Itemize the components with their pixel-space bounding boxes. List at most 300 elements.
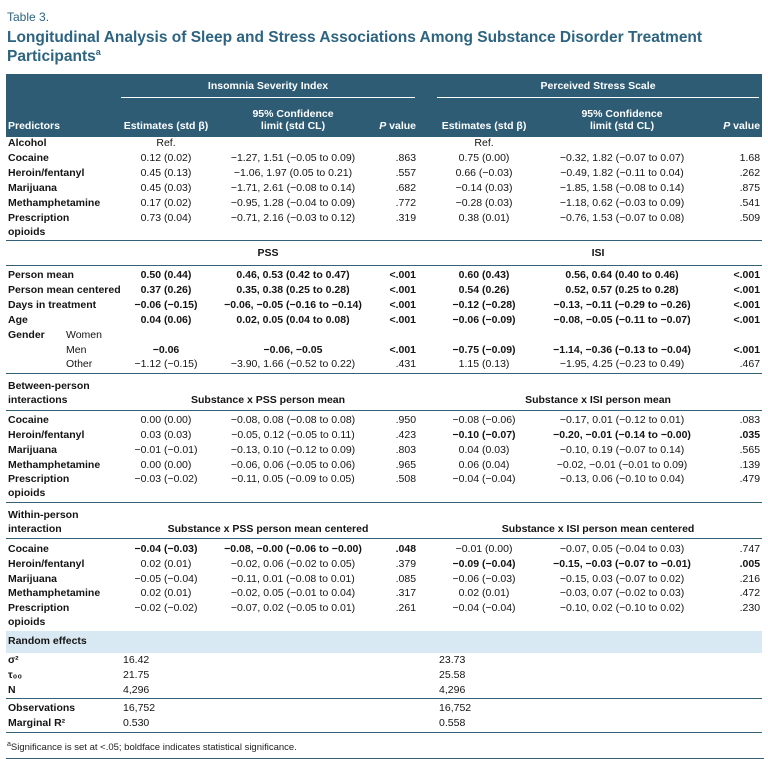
isi-estimate-cell <box>118 328 214 343</box>
pss-ci-cell: −0.10, 0.19 (−0.07 to 0.14) <box>559 443 685 456</box>
pss-ci-header-line1: 95% Confidence <box>581 107 663 120</box>
column-gap <box>418 572 434 587</box>
predictor-label: Prescription opioids <box>8 602 70 629</box>
pss-ci-cell: −1.14, −0.36 (−0.13 to −0.04) <box>553 343 691 356</box>
column-gap <box>418 137 434 152</box>
table-row <box>6 269 762 284</box>
isi-pvalue-cell: .085 <box>395 572 417 585</box>
table-row <box>6 542 762 557</box>
summary-right-value: 4,296 <box>439 683 466 696</box>
table-header <box>6 74 762 137</box>
pss-estimates-header: Estimates (std β) <box>434 98 534 137</box>
pss-ci-cell: −0.20, −0.01 (−0.14 to −0.00) <box>553 428 691 441</box>
predictor-label: Days in treatment <box>8 299 97 311</box>
isi-estimate-cell: 0.45 (0.03) <box>140 181 192 194</box>
table-row <box>6 152 762 167</box>
isi-pvalue-cell: .965 <box>395 458 417 471</box>
table-row <box>6 137 762 152</box>
summary-row <box>6 683 762 698</box>
isi-estimate-cell: 0.02 (0.01) <box>140 557 192 570</box>
column-gap <box>418 313 434 328</box>
summary-right-value: 25.58 <box>439 668 466 681</box>
summary-right-value: 0.558 <box>439 717 466 730</box>
pss-ci-cell: −0.15, −0.03 (−0.07 to −0.01) <box>553 557 691 570</box>
pss-pvalue-cell: .747 <box>739 542 761 555</box>
predictor-cell <box>6 358 118 373</box>
pss-estimate-cell: −0.14 (0.03) <box>455 181 513 194</box>
predictor-label: Marijuana <box>8 572 58 585</box>
column-gap <box>418 328 434 343</box>
isi-pvalue-cell: .863 <box>395 152 417 165</box>
table-row <box>6 181 762 196</box>
predictor-label: Heroin/fentanyl <box>8 167 85 180</box>
column-gap <box>418 299 434 314</box>
column-gap <box>418 428 434 443</box>
footnote-text: Significance is set at <.05; boldface indicates statistical significance. <box>10 741 297 753</box>
column-gap <box>418 542 434 557</box>
isi-ci-cell: −0.11, 0.05 (−0.09 to 0.05) <box>231 473 355 486</box>
isi-pvalue-cell: .803 <box>395 443 417 456</box>
pss-ci-cell: −1.95, 4.25 (−0.23 to 0.49) <box>559 358 685 371</box>
pss-estimate-cell: 0.06 (0.04) <box>458 458 510 471</box>
isi-pvalue-rest: value <box>386 119 417 132</box>
pss-pvalue-cell: <.001 <box>733 313 761 326</box>
pss-estimate-cell: −0.08 (−0.06) <box>452 414 516 427</box>
pss-ci-cell: −0.17, 0.01 (−0.12 to 0.01) <box>559 414 685 427</box>
predictor-cell <box>6 313 118 328</box>
isi-pvalue-cell: .261 <box>395 602 417 615</box>
isi-ci-cell: −0.06, −0.05 <box>263 343 323 356</box>
predictor-cell <box>6 328 118 343</box>
isi-pvalue-cell: <.001 <box>389 299 417 311</box>
isi-estimates-header: Estimates (std β) <box>118 98 214 137</box>
predictor-cell <box>6 181 118 196</box>
pss-pvalue-cell: 1.68 <box>739 152 761 165</box>
pss-ci-cell: −1.18, 0.62 (−0.03 to 0.09) <box>559 196 685 209</box>
summary-gap <box>418 717 434 732</box>
isi-ci-cell <box>214 328 372 343</box>
pss-ci-cell: −0.03, 0.07 (−0.02 to 0.03) <box>559 587 685 600</box>
pss-pvalue-cell: .230 <box>739 602 761 615</box>
table-row <box>6 313 762 328</box>
pss-estimate-cell: 0.04 (0.03) <box>458 443 510 456</box>
isi-pvalue-cell: .557 <box>395 167 417 180</box>
pss-estimate-cell <box>434 328 534 343</box>
table-row <box>6 602 762 631</box>
predictor-cell <box>6 299 118 314</box>
group-header-pss-label: Perceived Stress Scale <box>437 80 759 98</box>
pss-ci-header <box>534 98 710 137</box>
isi-estimate-cell: 0.45 (0.13) <box>140 167 192 180</box>
table-number-label: Table 3. <box>7 10 50 24</box>
predictor-sublabel: Men <box>66 343 87 356</box>
summary-gap <box>418 683 434 698</box>
isi-estimate-cell: 0.37 (0.26) <box>140 284 192 297</box>
section-label: Within-person interaction <box>8 508 79 535</box>
group-header-spacer <box>6 74 118 98</box>
column-gap <box>418 557 434 572</box>
pss-pvalue-cell: <.001 <box>733 284 761 297</box>
pss-ci-cell: −0.07, 0.05 (−0.04 to 0.03) <box>559 542 685 555</box>
pss-ci-cell: −0.76, 1.53 (−0.07 to 0.08) <box>559 211 685 224</box>
table-footnote <box>6 736 764 759</box>
pss-pvalue-cell: .479 <box>739 473 761 486</box>
isi-estimate-cell: 0.02 (0.01) <box>140 587 192 600</box>
pss-pvalue-cell: <.001 <box>733 269 761 282</box>
pss-pvalue-cell: .509 <box>739 211 761 224</box>
predictor-cell <box>6 343 118 358</box>
summary-gap <box>418 702 434 717</box>
isi-pvalue-cell <box>372 328 418 343</box>
isi-ci-cell: −0.06, 0.06 (−0.05 to 0.06) <box>230 458 356 471</box>
predictor-label <box>8 358 66 372</box>
predictor-sublabel: Other <box>66 358 93 371</box>
isi-ci-header <box>214 98 372 137</box>
table-row <box>6 196 762 211</box>
pss-estimate-cell: −0.12 (−0.28) <box>452 299 516 311</box>
isi-pvalue-header <box>372 98 418 137</box>
pss-pvalue-cell: .467 <box>739 358 761 371</box>
pss-estimate-cell: −0.06 (−0.09) <box>452 313 516 326</box>
footnote-superscript: a <box>7 740 11 748</box>
isi-pvalue-p: P <box>379 119 387 132</box>
isi-pvalue-cell: <.001 <box>389 313 417 326</box>
results-table <box>6 74 762 736</box>
pss-pvalue-cell: .083 <box>739 414 761 427</box>
table-row <box>6 572 762 587</box>
group-header-pss <box>434 74 762 98</box>
pss-estimate-cell: 1.15 (0.13) <box>458 358 510 371</box>
isi-pvalue-cell: <.001 <box>389 343 417 356</box>
isi-ci-cell: −3.90, 1.66 (−0.52 to 0.22) <box>230 358 356 371</box>
isi-pvalue-cell: <.001 <box>389 284 417 297</box>
pss-pvalue-cell: .139 <box>739 458 761 471</box>
group-header-row <box>6 74 762 98</box>
predictor-cell <box>6 414 118 429</box>
isi-pvalue-cell: .431 <box>395 358 417 371</box>
section-left-subheader: Substance x PSS person mean <box>190 393 346 406</box>
predictor-cell <box>6 269 118 284</box>
pss-pvalue-p: P <box>723 119 731 132</box>
isi-ci-cell: −0.05, 0.12 (−0.05 to 0.11) <box>231 428 355 441</box>
column-gap <box>418 414 434 429</box>
pss-ci-cell: −0.32, 1.82 (−0.07 to 0.07) <box>559 152 685 165</box>
pss-ci-cell: −0.49, 1.82 (−0.11 to 0.04) <box>560 167 684 180</box>
summary-left-value: 16.42 <box>123 653 150 666</box>
table-row <box>6 358 762 373</box>
section-header-row <box>6 377 762 410</box>
isi-estimate-cell: −0.03 (−0.02) <box>134 473 198 486</box>
predictor-cell <box>6 458 118 473</box>
column-gap <box>418 443 434 458</box>
section-right-subheader: Substance x ISI person mean <box>525 393 671 406</box>
predictor-label: Gender <box>8 328 45 341</box>
pss-ci-cell: 0.56, 0.64 (0.40 to 0.46) <box>565 269 679 282</box>
isi-ci-cell: −0.08, 0.08 (−0.08 to 0.08) <box>230 414 356 427</box>
predictor-sublabel: Women <box>66 328 102 341</box>
isi-ci-cell: 0.35, 0.38 (0.25 to 0.28) <box>236 284 350 297</box>
table-row <box>6 284 762 299</box>
isi-ci-cell: −0.11, 0.01 (−0.08 to 0.01) <box>231 572 355 585</box>
isi-pvalue-cell: .772 <box>395 196 417 209</box>
predictor-cell <box>6 542 118 557</box>
pss-estimate-cell: −0.75 (−0.09) <box>452 343 516 356</box>
predictor-label: Heroin/fentanyl <box>8 557 85 570</box>
table-row <box>6 428 762 443</box>
column-gap <box>418 458 434 473</box>
isi-pvalue-cell: .950 <box>395 414 417 427</box>
isi-ci-cell: −0.07, 0.02 (−0.05 to 0.01) <box>230 602 356 615</box>
summary-label: τ₀₀ <box>8 668 23 681</box>
table-row <box>6 211 762 240</box>
summary-row <box>6 668 762 683</box>
summary-left-value: 16,752 <box>123 702 156 715</box>
isi-estimate-cell: 0.17 (0.02) <box>140 196 192 209</box>
column-gap <box>418 602 434 631</box>
isi-estimate-cell: 0.03 (0.03) <box>140 428 192 441</box>
predictor-cell <box>6 152 118 167</box>
predictor-cell <box>6 473 118 502</box>
isi-pvalue-cell: .508 <box>395 473 417 486</box>
predictor-cell <box>6 557 118 572</box>
predictor-label: Marijuana <box>8 181 58 194</box>
summary-gap <box>418 653 434 668</box>
header-gap <box>418 98 434 137</box>
isi-pvalue-cell: .423 <box>395 428 417 441</box>
table-row <box>6 414 762 429</box>
table-title-superscript: a <box>95 47 101 58</box>
table-body <box>6 137 762 736</box>
predictor-label: Prescription opioids <box>8 211 70 238</box>
pss-ci-cell: −0.13, 0.06 (−0.10 to 0.04) <box>559 473 685 486</box>
pss-estimate-cell: 0.38 (0.01) <box>458 211 510 224</box>
summary-label: Observations <box>8 702 76 715</box>
column-gap <box>418 167 434 182</box>
group-gap <box>418 74 434 98</box>
isi-pvalue-cell <box>372 137 418 152</box>
pss-estimate-cell: Ref. <box>474 137 494 150</box>
pss-pvalue-cell: .875 <box>739 181 761 194</box>
summary-row <box>6 653 762 668</box>
isi-ci-cell: −0.08, −0.00 (−0.06 to −0.00) <box>224 542 362 555</box>
table-row <box>6 473 762 502</box>
isi-ci-cell: −1.71, 2.61 (−0.08 to 0.14) <box>230 181 356 194</box>
isi-estimate-cell: −0.01 (−0.01) <box>134 443 198 456</box>
predictor-label: Alcohol <box>8 137 47 150</box>
pss-estimate-cell: −0.04 (−0.04) <box>452 473 516 486</box>
summary-label: σ² <box>8 653 19 666</box>
pss-pvalue-cell: .035 <box>739 428 761 441</box>
column-gap <box>418 343 434 358</box>
subgroup-right-label: ISI <box>591 247 605 260</box>
predictor-cell <box>6 443 118 458</box>
predictor-cell <box>6 428 118 443</box>
table-title <box>7 28 747 67</box>
pss-pvalue-cell <box>710 137 762 152</box>
pss-estimate-cell: 0.75 (0.00) <box>458 152 510 165</box>
predictor-cell <box>6 572 118 587</box>
summary-label: N <box>8 683 16 696</box>
pss-estimate-cell: −0.04 (−0.04) <box>452 602 516 615</box>
isi-ci-cell <box>214 137 372 152</box>
isi-ci-cell: 0.02, 0.05 (0.04 to 0.08) <box>236 313 350 326</box>
table-row <box>6 328 762 343</box>
predictor-cell <box>6 211 118 240</box>
isi-ci-cell: −1.27, 1.51 (−0.05 to 0.09) <box>230 152 356 165</box>
summary-row <box>6 717 762 732</box>
column-gap <box>418 152 434 167</box>
subgroup-gap <box>418 244 434 265</box>
section-gap <box>418 377 434 410</box>
column-gap <box>418 181 434 196</box>
subgroup-header-row <box>6 244 762 265</box>
pss-estimate-cell: −0.06 (−0.03) <box>452 572 516 585</box>
predictor-cell <box>6 167 118 182</box>
isi-ci-cell: −1.06, 1.97 (0.05 to 0.21) <box>233 167 353 180</box>
subgroup-left-label: PSS <box>257 247 279 260</box>
table-row <box>6 557 762 572</box>
isi-pvalue-cell: .048 <box>395 542 417 555</box>
column-gap <box>418 196 434 211</box>
column-gap <box>418 269 434 284</box>
summary-left-value: 21.75 <box>123 668 150 681</box>
isi-estimate-cell: Ref. <box>156 137 176 150</box>
predictor-label: Methamphetamine <box>8 196 101 209</box>
pss-estimate-cell: 0.66 (−0.03) <box>455 167 513 180</box>
section-band-label: Random effects <box>6 631 762 654</box>
pss-ci-cell: −0.08, −0.05 (−0.11 to −0.07) <box>553 313 691 326</box>
predictor-cell <box>6 137 118 152</box>
predictor-label: Marijuana <box>8 443 58 456</box>
isi-estimate-cell: −0.05 (−0.04) <box>134 572 198 585</box>
predictor-label: Person mean <box>8 269 74 282</box>
pss-ci-cell: −1.85, 1.58 (−0.08 to 0.14) <box>559 181 685 194</box>
predictor-label: Cocaine <box>8 152 49 165</box>
table-row <box>6 343 762 358</box>
predictor-label: Heroin/fentanyl <box>8 428 85 441</box>
isi-pvalue-cell: .682 <box>395 181 417 194</box>
isi-estimate-cell: 0.50 (0.44) <box>140 269 192 282</box>
table-title-text: Longitudinal Analysis of Sleep and Stress Associations Among Substance Disorder Treatment Participants <box>7 29 703 66</box>
section-label: Between-person interactions <box>8 379 90 406</box>
isi-pvalue-cell: .319 <box>395 211 417 224</box>
isi-ci-cell: −0.02, 0.06 (−0.02 to 0.05) <box>230 557 356 570</box>
pss-pvalue-cell: <.001 <box>733 299 761 311</box>
pss-ci-cell: −0.13, −0.11 (−0.29 to −0.26) <box>553 299 691 311</box>
predictor-label: Cocaine <box>8 414 49 427</box>
isi-pvalue-cell: <.001 <box>389 269 417 282</box>
isi-estimate-cell: 0.00 (0.00) <box>140 414 192 427</box>
column-gap <box>418 587 434 602</box>
summary-right-value: 23.73 <box>439 653 466 666</box>
pss-estimate-cell: −0.09 (−0.04) <box>452 557 516 570</box>
table-row <box>6 299 762 314</box>
predictor-label: Age <box>8 313 28 326</box>
isi-estimate-cell: 0.04 (0.06) <box>140 313 192 326</box>
predictor-label: Prescription opioids <box>8 473 70 500</box>
isi-ci-header-line1: 95% Confidence <box>252 107 334 120</box>
pss-pvalue-cell: .005 <box>739 557 761 570</box>
pss-ci-header-line2: limit (std CL) <box>589 119 655 132</box>
table-row <box>6 443 762 458</box>
table-row <box>6 587 762 602</box>
summary-row <box>6 702 762 717</box>
pss-ci-cell <box>534 328 710 343</box>
isi-estimate-cell: −1.12 (−0.15) <box>134 358 198 371</box>
predictor-cell <box>6 196 118 211</box>
section-header-row <box>6 506 762 539</box>
pss-pvalue-cell: .541 <box>739 196 761 209</box>
section-gap <box>418 506 434 539</box>
predictor-label: Person mean centered <box>8 284 121 297</box>
subgroup-spacer <box>6 244 118 265</box>
summary-right-value: 16,752 <box>439 702 472 715</box>
column-gap <box>418 284 434 299</box>
isi-estimate-cell: −0.04 (−0.03) <box>134 542 198 555</box>
pss-estimate-cell: 0.02 (0.01) <box>458 587 510 600</box>
pss-ci-cell: −0.15, 0.03 (−0.07 to 0.02) <box>559 572 685 585</box>
pss-pvalue-rest: value <box>730 119 761 132</box>
isi-ci-cell: −0.02, 0.05 (−0.01 to 0.04) <box>230 587 356 600</box>
summary-left-value: 4,296 <box>123 683 150 696</box>
table-row <box>6 458 762 473</box>
column-header-row <box>6 98 762 137</box>
pss-estimate-cell: −0.01 (0.00) <box>455 542 513 555</box>
table-row <box>6 167 762 182</box>
predictor-label <box>8 344 66 358</box>
section-band-row <box>6 631 762 654</box>
isi-ci-header-line2: limit (std CL) <box>260 119 326 132</box>
predictor-label: Methamphetamine <box>8 458 101 471</box>
isi-estimate-cell: −0.06 <box>152 343 180 356</box>
group-header-isi-label: Insomnia Severity Index <box>121 80 415 98</box>
pss-pvalue-cell: .472 <box>739 587 761 600</box>
isi-estimate-cell: 0.12 (0.02) <box>140 152 192 165</box>
predictor-cell <box>6 587 118 602</box>
pss-estimate-cell: 0.60 (0.43) <box>458 269 510 282</box>
pss-ci-cell <box>534 137 710 152</box>
pss-estimate-cell: −0.28 (0.03) <box>455 196 513 209</box>
pss-pvalue-cell: .262 <box>739 167 761 180</box>
isi-pvalue-cell: .379 <box>395 557 417 570</box>
column-gap <box>418 358 434 373</box>
pss-ci-cell: −0.02, −0.01 (−0.01 to 0.09) <box>556 458 688 471</box>
pss-pvalue-cell: .216 <box>739 572 761 585</box>
isi-estimate-cell: 0.00 (0.00) <box>140 458 192 471</box>
isi-estimate-cell: −0.06 (−0.15) <box>134 299 198 311</box>
pss-pvalue-header <box>710 98 762 137</box>
pss-pvalue-cell: .565 <box>739 443 761 456</box>
summary-gap <box>418 668 434 683</box>
pss-estimate-cell: −0.10 (−0.07) <box>452 428 516 441</box>
group-header-isi <box>118 74 418 98</box>
predictor-label: Cocaine <box>8 542 49 555</box>
pss-estimate-cell: 0.54 (0.26) <box>458 284 510 297</box>
pss-ci-cell: −0.10, 0.02 (−0.10 to 0.02) <box>559 602 685 615</box>
isi-ci-cell: 0.46, 0.53 (0.42 to 0.47) <box>236 269 350 282</box>
isi-ci-cell: −0.71, 2.16 (−0.03 to 0.12) <box>230 211 356 224</box>
summary-label: Marginal R² <box>8 717 66 730</box>
summary-left-value: 0.530 <box>123 717 150 730</box>
isi-estimate-cell: 0.73 (0.04) <box>140 211 192 224</box>
isi-pvalue-cell: .317 <box>395 587 417 600</box>
isi-estimate-cell: −0.02 (−0.02) <box>134 602 198 615</box>
isi-ci-cell: −0.13, 0.10 (−0.12 to 0.09) <box>230 443 356 456</box>
pss-pvalue-cell: <.001 <box>733 343 761 356</box>
predictors-header: Predictors <box>6 98 118 137</box>
predictor-cell <box>6 602 118 631</box>
isi-ci-cell: −0.95, 1.28 (−0.04 to 0.09) <box>230 196 356 209</box>
